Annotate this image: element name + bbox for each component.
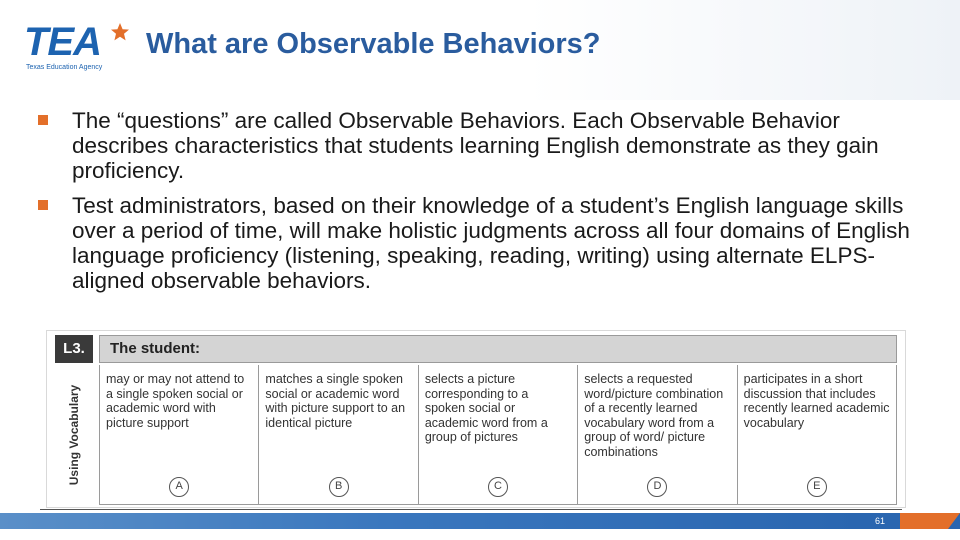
option-circle-a: A: [169, 477, 189, 497]
square-bullet-icon: [38, 200, 48, 210]
behavior-description: selects a requested word/picture combination of a recently learned vocabulary word from a group of word/ picture combinations: [584, 372, 724, 459]
tea-logo: [24, 22, 134, 76]
footer-divider: [40, 509, 902, 510]
behavior-cell-b: [259, 365, 418, 505]
behavior-cell-e: [738, 365, 897, 505]
bullet-item: [36, 108, 916, 183]
bullet-item: [36, 193, 916, 293]
side-label: Using Vocabulary: [67, 384, 81, 486]
behavior-cell-d: [578, 365, 737, 505]
page-title: What are Observable Behaviors?: [146, 28, 601, 60]
behavior-cells: [99, 365, 897, 505]
behavior-cell-a: [100, 365, 259, 505]
footer-bar: [0, 513, 960, 529]
star-icon: [110, 22, 130, 42]
bullet-text: Test administrators, based on their knowledge of a student’s English language skills over a period of time, will make holistic judgments across all four domains of English language proficiency (listening, speaking, reading, writing) using alternate ELPS-aligned observable behaviors.: [72, 193, 910, 293]
option-circle-d: D: [647, 477, 667, 497]
option-circle-e: E: [807, 477, 827, 497]
footer-accent-shape: [900, 513, 960, 529]
option-circle-b: B: [329, 477, 349, 497]
behavior-cell-c: [419, 365, 578, 505]
behavior-description: matches a single spoken social or academic word with picture support to an identical picture: [265, 372, 406, 430]
side-label-cell: [55, 365, 93, 505]
table-header: The student:: [99, 335, 897, 363]
bullet-text: The “questions” are called Observable Behaviors. Each Observable Behavior describes characteristics that students learning English demonstrate as they gain proficiency.: [72, 108, 879, 183]
option-circle-c: C: [488, 477, 508, 497]
bullet-list: [36, 108, 916, 303]
logo-subtitle: Texas Education Agency: [26, 64, 103, 71]
behavior-description: may or may not attend to a single spoken social or academic word with picture support: [106, 372, 245, 430]
slide-number: 61: [874, 516, 885, 526]
behavior-code: L3.: [55, 335, 93, 363]
observable-behavior-table: [46, 330, 906, 508]
square-bullet-icon: [38, 115, 48, 125]
behavior-description: selects a picture corresponding to a spoken social or academic word from a group of pictures: [424, 372, 548, 445]
logo-text: TEA: [24, 20, 101, 64]
behavior-description: participates in a short discussion that includes recently learned academic vocabulary: [743, 372, 890, 430]
